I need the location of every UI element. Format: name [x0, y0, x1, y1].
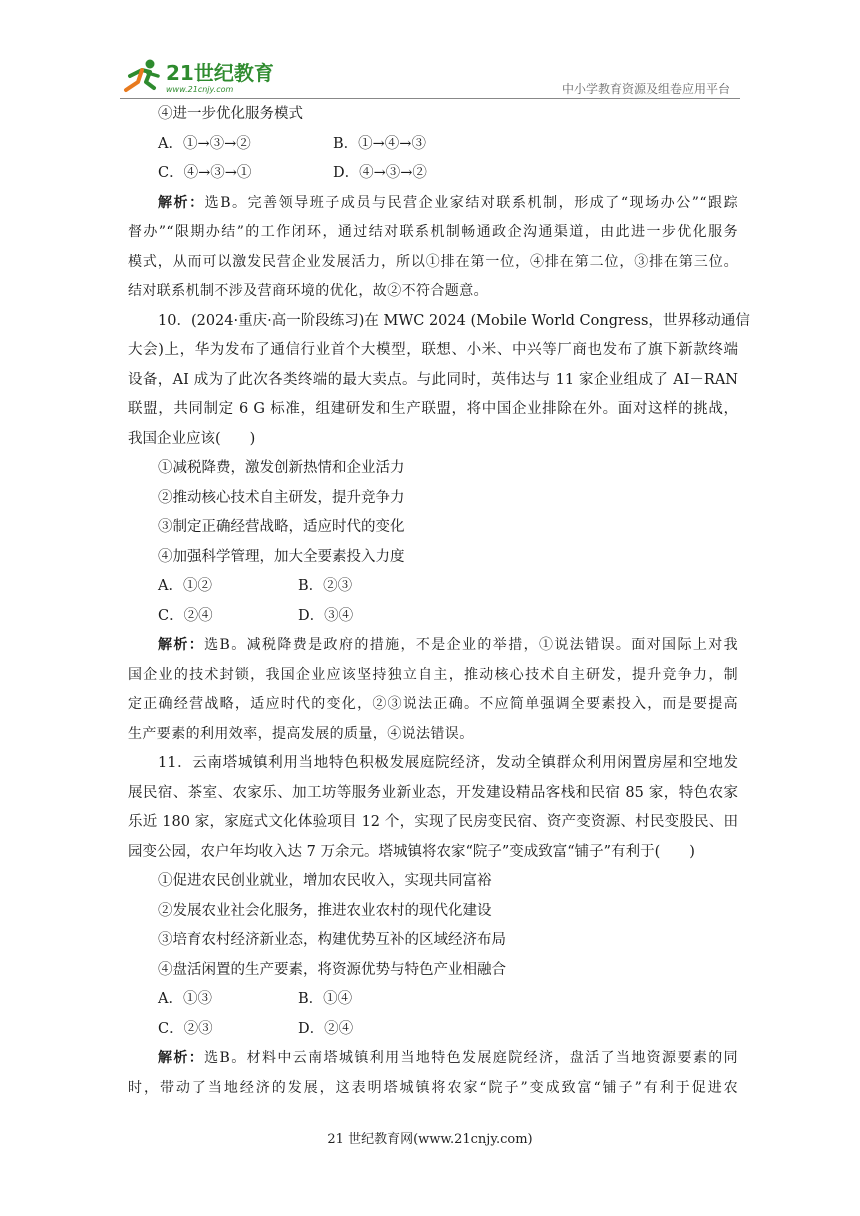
q11-item-2: ②发展农业社会化服务，推进农业农村的现代化建设	[158, 902, 492, 919]
q9-options-row-2	[128, 159, 738, 189]
q10-stem-line-3: 设备，AI 成为了此次各类终端的最大卖点。与此同时，英伟达与 11 家企业组成了 AI－RAN	[128, 371, 738, 388]
q9-explanation-label: 解析：	[158, 194, 205, 211]
page-header	[120, 56, 740, 100]
site-logo	[120, 56, 290, 96]
q10-stem-line-4: 联盟，共同制定 6 G 标准，组建研发和生产联盟，将中国企业排除在外。面对这样的挑战，	[128, 401, 738, 417]
q9-option-b: B．①→④→③	[333, 135, 426, 152]
q10-explanation-line-2: 国企业的技术封锁，我国企业应该坚持独立自主，推动核心技术自主研发，提升竞争力，制	[128, 666, 738, 683]
q11-item-4: ④盘活闲置的生产要素，将资源优势与特色产业相融合	[158, 961, 506, 978]
q11-options-row-2	[128, 1015, 738, 1045]
q10-explanation-line-1: 解析：选B。减税降费是政府的措施，不是企业的举措，①说法错误。面对国际上对我	[158, 637, 738, 653]
q10-options-row-2	[128, 602, 738, 632]
header-platform-name: 中小学教育资源及组卷应用平台	[561, 82, 730, 96]
runner-icon	[126, 60, 158, 91]
q11-option-a: A．①③	[158, 991, 212, 1007]
q10-options-row-1	[128, 572, 738, 602]
q11-explanation-line-1: 解析：选B。材料中云南塔城镇利用当地特色发展庭院经济，盘活了当地资源要素的同	[158, 1050, 738, 1066]
q9-explanation-line-2: 督办”“限期办结”的工作闭环，通过结对联系机制畅通政企沟通渠道，由此进一步优化服务	[128, 224, 738, 240]
q10-explanation-line-4: 生产要素的利用效率，提高发展的质量，④说法错误。	[128, 725, 474, 742]
q10-stem-line-5: 我国企业应该( )	[128, 430, 256, 447]
q11-stem-line-2: 展民宿、茶室、农家乐、加工坊等服务业新业态，开发建设精品客栈和民宿 85 家，特色农家	[128, 784, 738, 801]
q9-options-row-1	[128, 130, 738, 160]
q10-explanation-line-3: 定正确经营战略，适应时代的变化，②③说法正确。不应简单强调全要素投入，而是要提高	[128, 696, 738, 712]
q10-option-a: A．①②	[158, 578, 212, 594]
q10-stem-line-2: 大会)上，华为发布了通信行业首个大模型，联想、小米、中兴等厂商也发布了旗下新款终端	[128, 342, 738, 358]
logo-url: www.21cnjy.com	[166, 85, 234, 94]
q11-explanation-line-2: 时，带动了当地经济的发展，这表明塔城镇将农家“院子”变成致富“铺子”有利于促进农	[128, 1079, 738, 1096]
q11-option-b: B．①④	[298, 991, 353, 1007]
q10-option-d: D．③④	[298, 607, 354, 624]
q11-option-c: C．②③	[158, 1020, 213, 1037]
q10-item-1: ①减税降费，激发创新热情和企业活力	[158, 460, 405, 476]
q11-stem-line-4: 园变公园，农户年均收入达 7 万余元。塔城镇将农家“院子”变成致富“铺子”有利于( )	[128, 843, 695, 860]
q11-stem-line-1: 11．云南塔城镇利用当地特色积极发展庭院经济，发动全镇群众利用闲置房屋和空地发	[158, 755, 738, 771]
header-divider	[120, 98, 740, 99]
q9-explanation-line-3: 模式，从而可以激发民营企业发展活力，所以①排在第一位，④排在第二位，③排在第三位。	[128, 253, 738, 270]
q10-item-3: ③制定正确经营战略，适应时代的变化	[158, 519, 405, 535]
q9-explanation-line-1: 解析：选B。完善领导班子成员与民营企业家结对联系机制，形成了“现场办公”“跟踪	[158, 194, 738, 211]
q11-option-d: D．②④	[298, 1020, 354, 1037]
q10-item-2: ②推动核心技术自主研发，提升竞争力	[158, 489, 405, 506]
logo-wordmark: 21世纪教育	[166, 61, 274, 85]
q9-item-4: ④进一步优化服务模式	[158, 106, 303, 122]
q11-item-1: ①促进农民创业就业，增加农民收入，实现共同富裕	[158, 873, 492, 889]
q11-stem-line-3: 乐近 180 家，家庭式文化体验项目 12 个，实现了民房变民宿、资产变资源、村民变股民、田	[128, 814, 738, 830]
q9-explanation-line-4: 结对联系机制不涉及营商环境的优化，故②不符合题意。	[128, 283, 488, 299]
q11-explanation-label: 解析：	[158, 1050, 205, 1066]
document-body	[128, 100, 750, 1103]
q11-options-row-1	[128, 985, 738, 1015]
q10-option-c: C．②④	[158, 607, 213, 624]
q10-explanation-label: 解析：	[158, 637, 205, 653]
q9-option-a: A．①→③→②	[158, 135, 251, 152]
q11-item-3: ③培育农村经济新业态，构建优势互补的区域经济布局	[158, 932, 506, 948]
q9-option-d: D．④→③→②	[333, 165, 427, 181]
q9-option-c: C．④→③→①	[158, 165, 252, 181]
q10-item-4: ④加强科学管理，加大全要素投入力度	[158, 548, 405, 565]
page-footer: 21 世纪教育网(www.21cnjy.com)	[327, 1132, 533, 1147]
q10-stem-line-1: 10．(2024·重庆·高一阶段练习)在 MWC 2024 (Mobile World Congress，世界移动通信	[158, 312, 750, 329]
q10-option-b: B．②③	[298, 578, 353, 594]
